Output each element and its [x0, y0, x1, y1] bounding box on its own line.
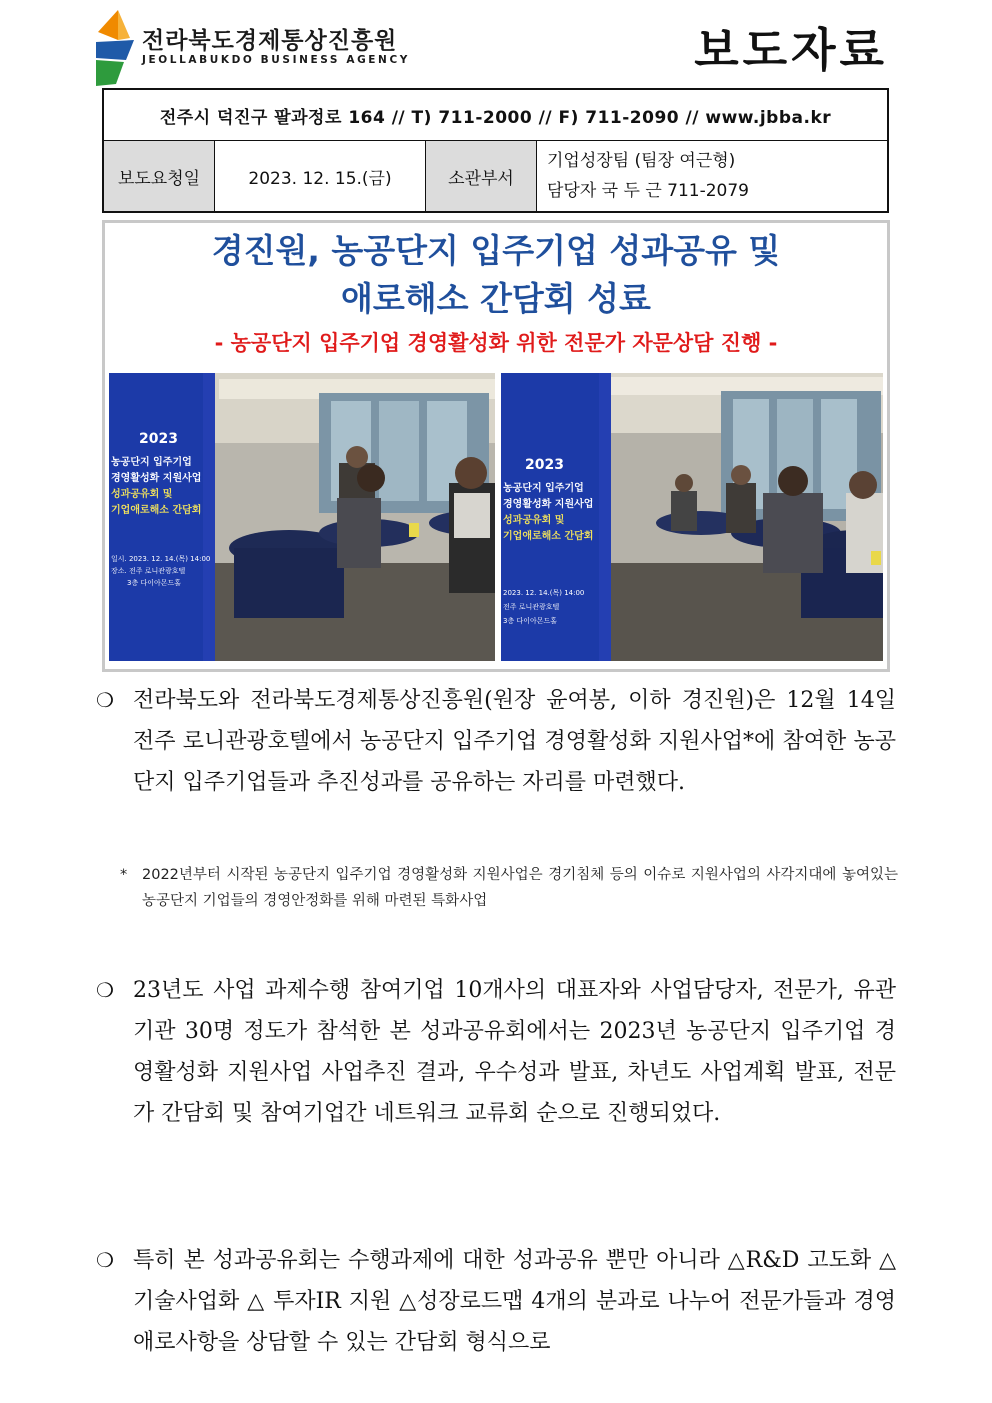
- doc-type-title: 보도자료: [694, 23, 888, 77]
- banner-1-date: 일시. 2023. 12. 14.(목) 14:00: [111, 555, 211, 563]
- contact-info-table: [102, 88, 889, 213]
- headline-subtitle: - 농공단지 입주기업 경영활성화 위한 전문가 자문상담 진행 -: [214, 331, 778, 355]
- banner-2-year: 2023: [525, 457, 564, 473]
- dept-label: 소관부서: [426, 141, 537, 213]
- banner-1-room: 3층 다이아몬드홀: [127, 579, 182, 587]
- headline-box: [102, 220, 890, 672]
- footnote: [120, 862, 898, 914]
- paragraph-3-text: 특히 본 성과공유회는 수행과제에 대한 성과공유 뿐만 아니라 △R&D 고도화 △기술사업화 △ 투자IR 지원 △성장로드맵 4개의 분과로 나누어 전문가들과 경영 애로사항을 상담할 수 있는 간담회 형식으로: [133, 1248, 896, 1355]
- banner-1-place: 장소. 전주 로니관광호텔: [111, 567, 186, 575]
- banner-2-line2: 경영활성화 지원사업: [503, 499, 594, 510]
- request-date-label: 보도요청일: [103, 141, 215, 213]
- banner-1-line2: 경영활성화 지원사업: [111, 473, 202, 484]
- body-paragraph-2: [96, 970, 896, 1134]
- footnote-mark: *: [120, 867, 128, 883]
- banner-2-date: 2023. 12. 14.(목) 14:00: [503, 589, 585, 597]
- address-line: 전주시 덕진구 팔과정로 164 // T) 711-2000 // F) 711-2090 // www.jbba.kr: [103, 89, 888, 141]
- body-paragraph-3: [96, 1240, 896, 1363]
- banner-2-place: 전주 로니관광호텔: [503, 603, 560, 611]
- paragraph-1-text: 전라북도와 전라북도경제통상진흥원(원장 윤여봉, 이하 경진원)은 12월 14일 전주 로니관광호텔에서 농공단지 입주기업 경영활성화 지원사업*에 참여한 농공단지 입주기업들과 추진성과를 공유하는 자리를 마련했다.: [133, 688, 896, 795]
- banner-1-line3: 성과공유회 및: [111, 489, 173, 500]
- dept-team: 기업성장팀 (팀장 여근형): [547, 151, 736, 171]
- request-date: 2023. 12. 15.(금): [215, 141, 426, 213]
- banner-1-line4: 기업애로해소 간담회: [111, 505, 202, 516]
- footnote-text: 2022년부터 시작된 농공단지 입주기업 경영활성화 지원사업은 경기침체 등의 이슈로 지원사업의 사각지대에 놓여있는 농공단지 기업들의 경영안정화를 위해 마련된 특화사업: [142, 867, 898, 909]
- dept-contact: 담당자 국 두 근 711-2079: [547, 181, 749, 201]
- banner-1-year: 2023: [139, 431, 178, 447]
- headline-title-line2: 애로해소 간담회 성료: [341, 279, 651, 318]
- banner-2-line1: 농공단지 입주기업: [503, 483, 584, 494]
- org-name-en: JEOLLABUKDO BUSINESS AGENCY: [142, 54, 410, 66]
- event-photo-1: [109, 373, 495, 661]
- banner-2-line4: 기업애로해소 간담회: [503, 531, 594, 542]
- banner-2-room: 3층 다이아몬드홀: [503, 617, 558, 625]
- org-name-ko: 전라북도경제통상진흥원: [142, 28, 398, 54]
- org-logo: [96, 2, 410, 88]
- body-paragraph-1: [96, 680, 896, 803]
- banner-2-line3: 성과공유회 및: [503, 515, 565, 526]
- jbba-logo-icon: [96, 2, 136, 86]
- event-photo-2: [501, 373, 883, 661]
- headline-title-line1: 경진원, 농공단지 입주기업 성과공유 및: [211, 231, 781, 270]
- bullet-icon: ❍: [96, 978, 114, 1002]
- banner-1-line1: 농공단지 입주기업: [111, 457, 192, 468]
- bullet-icon: ❍: [96, 1248, 114, 1272]
- bullet-icon: ❍: [96, 688, 114, 712]
- headline: [109, 227, 883, 367]
- paragraph-2-text: 23년도 사업 과제수행 참여기업 10개사의 대표자와 사업담당자, 전문가, 유관기관 30명 정도가 참석한 본 성과공유회에서는 2023년 농공단지 입주기업 경영활성화 지원사업 사업추진 결과, 우수성과 발표, 차년도 사업계획 발표, 전문가 간담회 및 참여기업간 네트워크 교류회 순으로 진행되었다.: [133, 978, 896, 1126]
- dept-info: [537, 141, 889, 213]
